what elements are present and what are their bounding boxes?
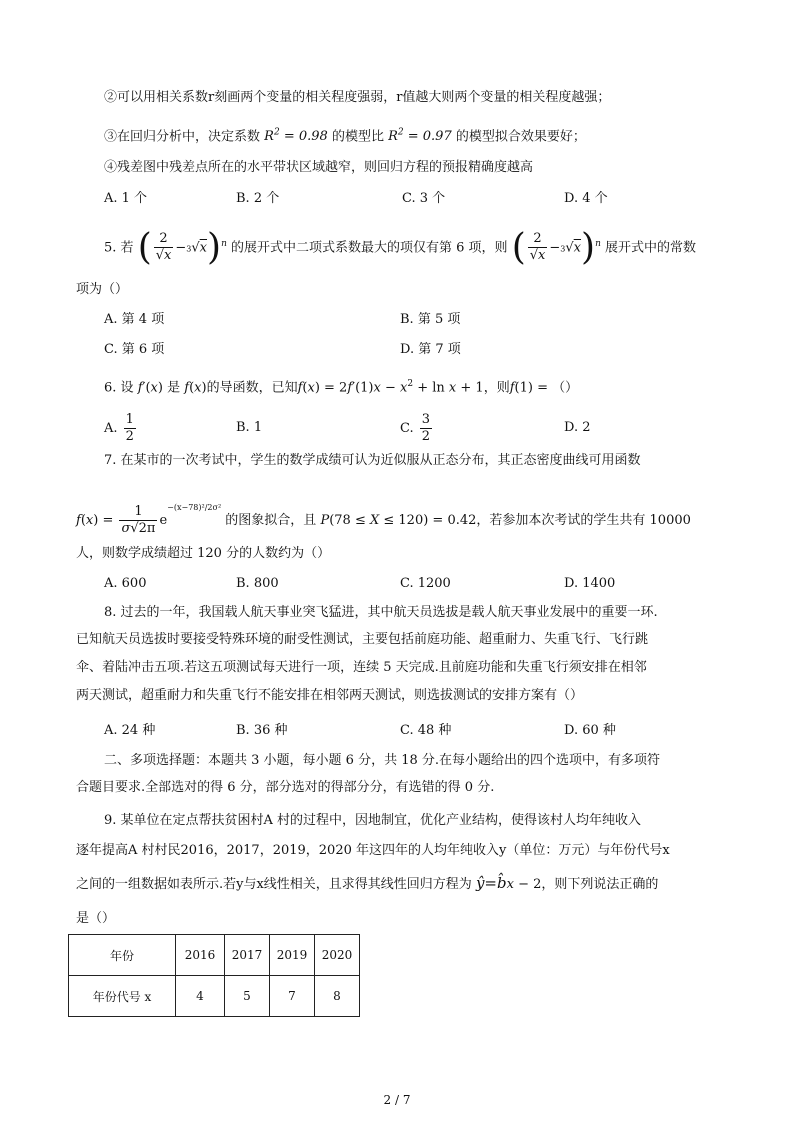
section-2-heading-cont: 合题目要求.全部选对的得 6 分，部分选对的得部分分，有选错的得 0 分.	[76, 780, 495, 795]
section-2-heading: 二、多项选择题：本题共 3 小题，每小题 6 分，共 18 分.在每小题给出的四个选项中，有多项符	[104, 753, 661, 768]
normal-density-coefficient: $\frac{1}{\sigma√2\pi}$	[121, 504, 156, 536]
question-8-line-2: 已知航天员选拔时要接受特殊环境的耐受性测试，主要包括前庭功能、超重耐力、失重飞行、飞行跳	[76, 632, 649, 647]
table-cell: 2020	[315, 935, 360, 976]
q8-option-a: A. 24 种	[104, 723, 156, 738]
q7-option-a: A. 600	[104, 576, 147, 591]
regression-equation: ŷ=b̂	[475, 874, 507, 892]
fraction-three-halves: $\frac{3}{2}$	[421, 412, 431, 444]
formula-r2-097: $R^2 = 0.97$	[388, 128, 452, 145]
question-9-line-1: 9. 某单位在定点帮扶贫困村A 村的过程中，因地制宜，优化产业结构，使得该村人均年纯收入	[104, 813, 642, 828]
fraction-one-half: $\frac{1}{2}$	[125, 412, 134, 444]
question-8-line-1: 8. 过去的一年，我国载人航天事业突飞猛进，其中航天员选拔是载人航天事业发展中的重要一环.	[104, 605, 658, 620]
table-row	[69, 935, 360, 976]
question-5-cont: 项为（）	[76, 282, 129, 297]
q8-option-c: C. 48 种	[400, 723, 452, 738]
data-table	[68, 934, 360, 1017]
question-7-line-1: 7. 在某市的一次考试中，学生的数学成绩可认为近似服从正态分布，其正态密度曲线可用函数	[104, 453, 641, 468]
fraction-2-over-sqrt-x: $\frac{2}{√x}$	[155, 231, 172, 264]
table-cell: 2019	[270, 935, 315, 976]
q6-option-a: A. $\frac{1}{2}$	[104, 412, 134, 444]
q5-option-a: A. 第 4 项	[104, 312, 165, 327]
question-9-line-4: 是（）	[76, 911, 116, 926]
q6-option-b: B. 1	[236, 420, 263, 435]
q6-option-c: C. $\frac{3}{2}$	[400, 412, 431, 444]
table-cell: 2016	[176, 935, 225, 976]
table-cell: 7	[270, 976, 315, 1017]
q4-option-d: D. 4 个	[564, 191, 608, 206]
q6-option-d: D. 2	[564, 420, 591, 435]
q5-option-c: C. 第 6 项	[104, 342, 165, 357]
question-7-line-2: f(x) = $\frac{1}{\sigma√2\pi}$ $e^{-(x-78)^2/2\sigma^2}$ 的图象拟合，且 P(78 ≤ X ≤ 120) = 0.42，若参加本次考试的学生共有 10000	[76, 503, 691, 536]
table-row	[69, 976, 360, 1017]
statement-2: ②可以用相关系数r刻画两个变量的相关程度强弱，r值越大则两个变量的相关程度越强；	[104, 90, 611, 105]
q5-option-d: D. 第 7 项	[400, 342, 461, 357]
table-cell: 5	[225, 976, 270, 1017]
q8-option-d: D. 60 种	[564, 723, 616, 738]
q7-option-d: D. 1400	[564, 576, 616, 591]
question-6: 6. 设 f′(x) 是 f(x)的导函数，已知$f(x) = 2f'(1)x - x^2 + \ln x + 1$，则f(1) = （）	[104, 379, 579, 396]
q8-option-b: B. 36 种	[236, 723, 288, 738]
table-cell: 2017	[225, 935, 270, 976]
q4-option-c: C. 3 个	[402, 191, 446, 206]
table-cell: 4	[176, 976, 225, 1017]
question-8-line-3: 伞、着陆冲击五项.若这五项测试每天进行一项，连续 5 天完成.且前庭功能和失重飞行须安排在相邻	[76, 660, 647, 675]
statement-4: ④残差图中残差点所在的水平带状区域越窄，则回归方程的预报精确度越高	[104, 160, 534, 175]
q7-option-b: B. 800	[236, 576, 279, 591]
formula-r2-098: $R^2 = 0.98$	[264, 128, 328, 145]
q5-option-b: B. 第 5 项	[400, 312, 461, 327]
table-header-cell: 年份代号 x	[69, 976, 176, 1017]
table-header-cell: 年份	[69, 935, 176, 976]
question-8-line-4: 两天测试，超重耐力和失重飞行不能安排在相邻两天测试，则选拔测试的安排方案有（）	[76, 688, 584, 703]
q4-option-a: A. 1 个	[104, 191, 148, 206]
page-number: 2 / 7	[383, 1093, 411, 1107]
question-7-line-3: 人，则数学成绩超过 120 分的人数约为（）	[76, 546, 331, 561]
q4-option-b: B. 2 个	[236, 191, 280, 206]
question-9-line-2: 逐年提高A 村村民2016，2017，2019，2020 年这四年的人均年纯收入y（单位：万元）与年份代号x	[76, 843, 670, 858]
question-9-line-3: 之间的一组数据如表所示.若y与x线性相关，且求得其线性回归方程为 ŷ=b̂x − 2，则下列说法正确的	[76, 874, 659, 892]
fraction-2-over-sqrt-x-2: $\frac{2}{√x}$	[529, 231, 546, 264]
question-5: 5. 若 ( $\frac{2}{√x}$ −3√x)$^n$ 的展开式中二项式系数最大的项仅有第 6 项，则 ( $\frac{2}{√x}$ −3√x)$^n$ 展开式中的常数	[104, 226, 697, 268]
table-cell: 8	[315, 976, 360, 1017]
q7-option-c: C. 1200	[400, 576, 451, 591]
statement-3: ③在回归分析中，决定系数 $R^2 = 0.98$ 的模型比 $R^2 = 0.97$ 的模型拟合效果要好；	[104, 128, 586, 145]
